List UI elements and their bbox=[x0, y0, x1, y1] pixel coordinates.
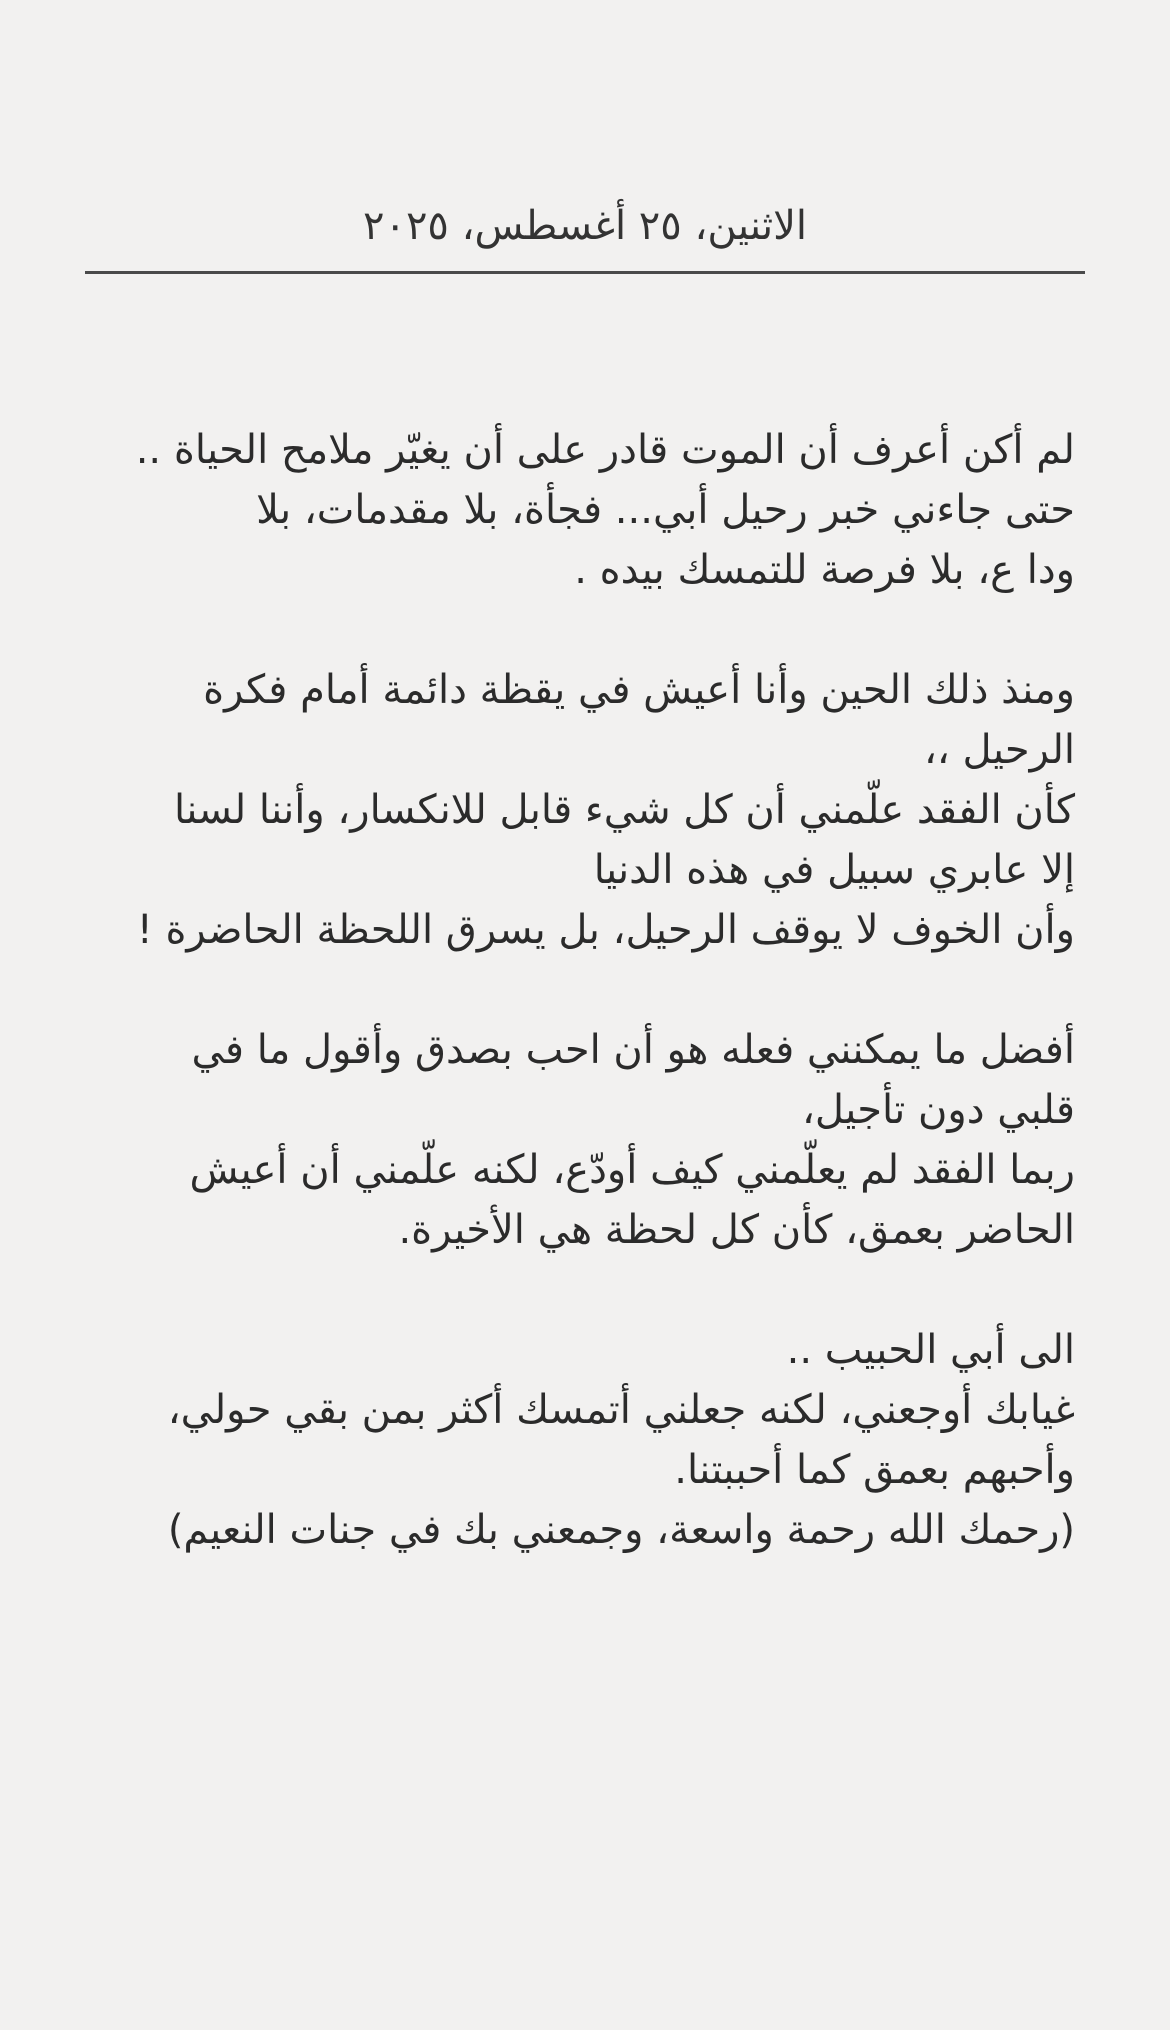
text-line: إلا عابري سبيل في هذه الدنيا bbox=[593, 847, 1075, 893]
text-line: ودا ع، بلا فرصة للتمسك بيده . bbox=[574, 547, 1075, 593]
text-line: الحاضر بعمق، كأن كل لحظة هي الأخيرة. bbox=[398, 1207, 1075, 1253]
paragraph-4 bbox=[100, 1320, 1075, 1560]
header-divider bbox=[85, 271, 1085, 274]
paragraph-1 bbox=[100, 420, 1075, 600]
date-header: الاثنين، ٢٥ أغسطس، ٢٠٢٥ bbox=[362, 203, 808, 249]
text-line: الى أبي الحبيب .. bbox=[786, 1327, 1075, 1373]
text-line: ومنذ ذلك الحين وأنا أعيش في يقظة دائمة أمام فكرة bbox=[203, 667, 1075, 713]
text-line: لم أكن أعرف أن الموت قادر على أن يغيّر ملامح الحياة .. bbox=[135, 427, 1075, 473]
text-line: ربما الفقد لم يعلّمني كيف أودّع، لكنه علّمني أن أعيش bbox=[189, 1147, 1075, 1193]
note-body bbox=[100, 420, 1075, 1560]
text-line: أفضل ما يمكنني فعله هو أن احب بصدق وأقول ما في bbox=[191, 1027, 1075, 1073]
text-line: حتى جاءني خبر رحيل أبي... فجأة، بلا مقدمات، بلا bbox=[256, 487, 1075, 533]
text-line: (رحمك الله رحمة واسعة، وجمعني بك في جنات النعيم) bbox=[167, 1507, 1075, 1553]
text-line: غيابك أوجعني، لكنه جعلني أتمسك أكثر بمن بقي حولي، bbox=[167, 1387, 1075, 1433]
text-line: وأن الخوف لا يوقف الرحيل، بل يسرق اللحظة الحاضرة ! bbox=[136, 907, 1075, 953]
text-line: قلبي دون تأجيل، bbox=[801, 1087, 1075, 1133]
paragraph-2 bbox=[100, 660, 1075, 960]
text-line: الرحيل ،، bbox=[924, 727, 1075, 773]
paragraph-3 bbox=[100, 1020, 1075, 1260]
text-line: وأحبهم بعمق كما أحببتنا. bbox=[674, 1447, 1075, 1493]
text-line: كأن الفقد علّمني أن كل شيء قابل للانكسار، وأننا لسنا bbox=[174, 787, 1075, 833]
